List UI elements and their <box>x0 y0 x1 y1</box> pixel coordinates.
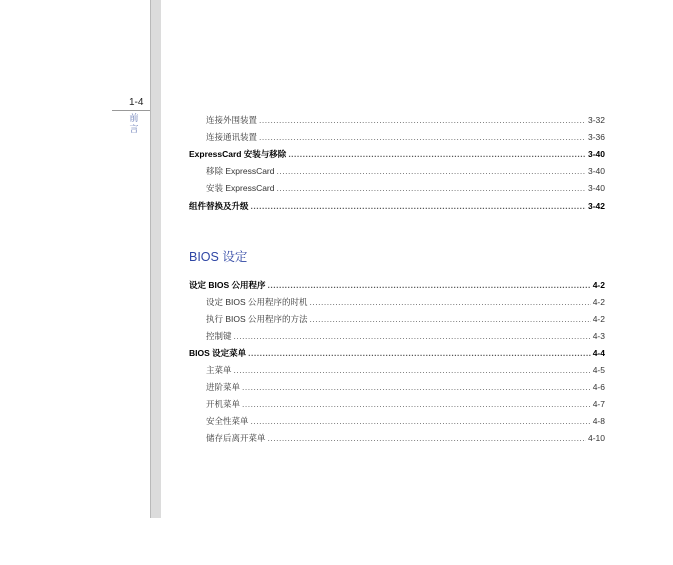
toc-entry-page: 4-2 <box>592 297 605 307</box>
toc-leader <box>259 115 586 126</box>
toc-leader <box>251 416 591 427</box>
toc-leader <box>234 331 591 342</box>
section-label-char: 前 <box>129 114 139 124</box>
page-number-rule <box>112 110 150 111</box>
toc-entry-page: 4-5 <box>592 365 605 375</box>
toc-entry-label: 组件替换及升级 <box>189 201 249 211</box>
toc-entry[interactable] <box>206 433 605 444</box>
chapter-heading: BIOS 设定 <box>189 250 248 264</box>
toc-leader <box>259 132 586 143</box>
toc-entry[interactable] <box>206 399 605 410</box>
toc-entry[interactable] <box>206 331 605 342</box>
toc-entry-label: 设定 BIOS 公用程序的时机 <box>206 297 308 307</box>
toc-entry-label: BIOS 设定菜单 <box>189 348 247 358</box>
toc-entry-label: 安装 ExpressCard <box>206 183 275 193</box>
toc-entry-label: 执行 BIOS 公用程序的方法 <box>206 314 308 324</box>
page-number: 1-4 <box>129 97 144 108</box>
toc-entry-page: 3-40 <box>587 166 605 176</box>
toc-leader <box>251 201 586 212</box>
toc-entry[interactable] <box>189 149 605 160</box>
toc-entry-page: 3-42 <box>587 201 605 211</box>
toc-leader <box>310 297 591 308</box>
toc-entry-page: 4-10 <box>587 433 605 443</box>
toc-entry-label: 主菜单 <box>206 365 232 375</box>
toc-leader <box>234 365 591 376</box>
toc-entry[interactable] <box>206 297 605 308</box>
toc-entry-page: 4-7 <box>592 399 605 409</box>
toc-entry-label: 储存后离开菜单 <box>206 433 266 443</box>
sidebar-band <box>151 0 161 518</box>
toc-entry[interactable] <box>189 201 605 212</box>
toc-leader <box>277 166 586 177</box>
toc-leader <box>248 348 591 359</box>
toc-entry-label: 移除 ExpressCard <box>206 166 275 176</box>
toc-leader <box>242 382 591 393</box>
toc-leader <box>288 149 586 160</box>
toc-entry-page: 3-36 <box>587 132 605 142</box>
toc-entry[interactable] <box>206 382 605 393</box>
toc-entry-page: 4-2 <box>592 314 605 324</box>
toc-entry-label: ExpressCard 安装与移除 <box>189 149 287 159</box>
toc-leader <box>268 280 591 291</box>
toc-entry[interactable] <box>206 183 605 194</box>
toc-entry-label: 开机菜单 <box>206 399 241 409</box>
toc-entry[interactable] <box>206 115 605 126</box>
toc-entry[interactable] <box>206 166 605 177</box>
toc-entry-label: 进阶菜单 <box>206 382 241 392</box>
toc-leader <box>268 433 586 444</box>
section-label-char: 言 <box>129 125 139 135</box>
toc-entry-page: 4-6 <box>592 382 605 392</box>
toc-entry[interactable] <box>206 132 605 143</box>
toc-entry-label: 控制键 <box>206 331 232 341</box>
toc-entry[interactable] <box>206 416 605 427</box>
toc-entry-label: 安全性菜单 <box>206 416 249 426</box>
toc-leader <box>242 399 591 410</box>
toc-leader <box>277 183 586 194</box>
toc-entry-page: 3-40 <box>587 183 605 193</box>
toc-entry-page: 4-3 <box>592 331 605 341</box>
toc-entry-label: 设定 BIOS 公用程序 <box>189 280 266 290</box>
toc-leader <box>310 314 591 325</box>
toc-entry-page: 3-40 <box>587 149 605 159</box>
toc-entry[interactable] <box>189 348 605 359</box>
toc-entry-page: 4-2 <box>592 280 605 290</box>
toc-entry[interactable] <box>206 365 605 376</box>
toc-entry-label: 连接通讯装置 <box>206 132 258 142</box>
toc-entry[interactable] <box>189 280 605 291</box>
section-label <box>128 114 140 136</box>
toc-entry-label: 连接外围装置 <box>206 115 258 125</box>
toc-entry-page: 3-32 <box>587 115 605 125</box>
toc-entry-page: 4-8 <box>592 416 605 426</box>
toc-entry-page: 4-4 <box>592 348 605 358</box>
toc-entry[interactable] <box>206 314 605 325</box>
